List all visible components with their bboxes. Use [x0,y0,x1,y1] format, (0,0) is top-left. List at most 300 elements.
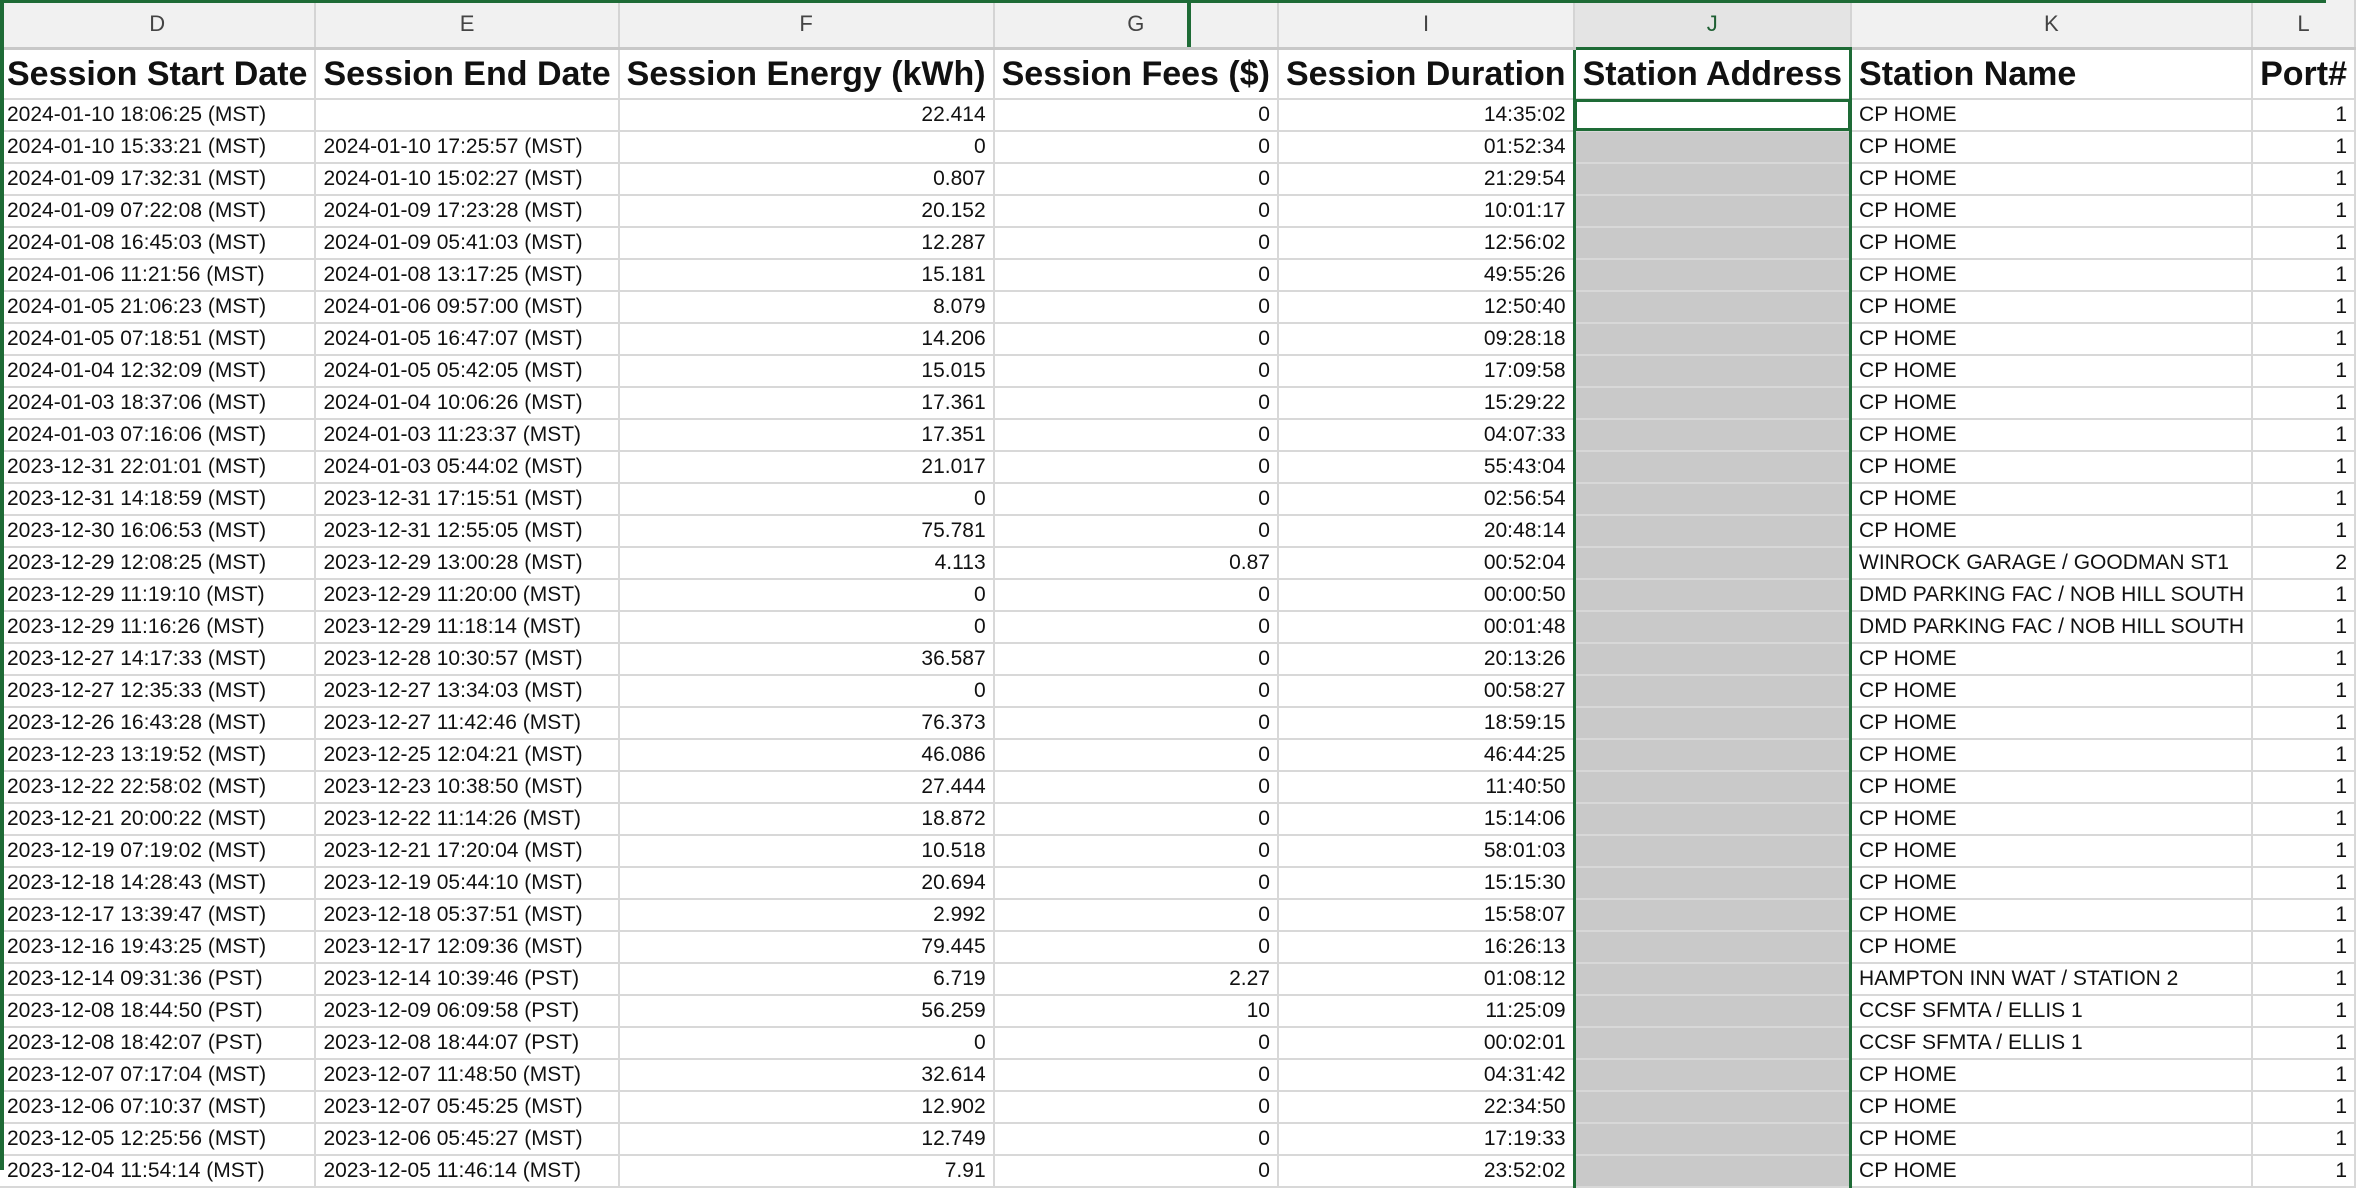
table-cell[interactable]: 2024-01-05 05:42:05 (MST) [315,355,618,387]
address-cell[interactable] [1574,227,1850,259]
column-letter-e[interactable]: E [315,0,618,49]
table-cell[interactable]: 15.181 [619,259,994,291]
table-cell[interactable]: 2024-01-10 15:33:21 (MST) [0,131,315,163]
table-cell[interactable]: DMD PARKING FAC / NOB HILL SOUTH [1851,579,2253,611]
table-cell[interactable]: 11:40:50 [1278,771,1574,803]
table-cell[interactable]: 21:29:54 [1278,163,1574,195]
table-cell[interactable]: 20:48:14 [1278,515,1574,547]
table-cell[interactable]: 0 [994,99,1278,131]
table-cell[interactable]: 0 [619,579,994,611]
table-cell[interactable]: CP HOME [1851,291,2253,323]
address-cell[interactable] [1574,1123,1850,1155]
table-cell[interactable]: 2024-01-06 11:21:56 (MST) [0,259,315,291]
table-cell[interactable]: 2023-12-27 13:34:03 (MST) [315,675,618,707]
table-cell[interactable]: 1 [2252,1027,2355,1059]
table-cell[interactable]: 2024-01-10 15:02:27 (MST) [315,163,618,195]
address-cell[interactable] [1574,99,1850,131]
table-cell[interactable]: CP HOME [1851,899,2253,931]
table-cell[interactable]: 56.259 [619,995,994,1027]
table-cell[interactable]: 0 [994,483,1278,515]
table-cell[interactable]: 2023-12-04 11:54:14 (MST) [0,1155,315,1187]
table-cell[interactable]: 2023-12-07 05:45:25 (MST) [315,1091,618,1123]
table-row [0,963,2355,995]
table-cell[interactable]: 1 [2252,195,2355,227]
table-cell[interactable]: 1 [2252,163,2355,195]
table-cell[interactable]: 1 [2252,899,2355,931]
table-cell[interactable]: DMD PARKING FAC / NOB HILL SOUTH [1851,611,2253,643]
table-cell[interactable]: 2023-12-29 11:20:00 (MST) [315,579,618,611]
table-cell[interactable]: 6.719 [619,963,994,995]
table-cell[interactable]: 2024-01-06 09:57:00 (MST) [315,291,618,323]
address-cell[interactable] [1574,579,1850,611]
table-cell[interactable]: 0 [994,1059,1278,1091]
table-cell[interactable]: 2023-12-25 12:04:21 (MST) [315,739,618,771]
table-cell[interactable]: CP HOME [1851,1091,2253,1123]
table-cell[interactable]: 1 [2252,579,2355,611]
table-cell[interactable]: 1 [2252,963,2355,995]
table-cell[interactable]: 2023-12-17 13:39:47 (MST) [0,899,315,931]
table-cell[interactable]: 2023-12-29 12:08:25 (MST) [0,547,315,579]
table-cell[interactable]: 0 [994,835,1278,867]
table-cell[interactable]: 2024-01-03 11:23:37 (MST) [315,419,618,451]
table-cell[interactable]: 17.361 [619,387,994,419]
table-cell[interactable]: 0 [994,1027,1278,1059]
table-cell[interactable]: 1 [2252,1155,2355,1187]
address-cell[interactable] [1574,739,1850,771]
table-cell[interactable]: 14.206 [619,323,994,355]
table-cell[interactable]: 2024-01-08 13:17:25 (MST) [315,259,618,291]
table-cell[interactable]: 2023-12-23 13:19:52 (MST) [0,739,315,771]
table-cell[interactable]: 2023-12-27 11:42:46 (MST) [315,707,618,739]
table-cell[interactable]: 0 [619,675,994,707]
table-cell[interactable]: CP HOME [1851,803,2253,835]
table-row [0,515,2355,547]
table-cell[interactable]: 2023-12-31 22:01:01 (MST) [0,451,315,483]
table-cell[interactable]: 0 [619,131,994,163]
address-cell[interactable] [1574,803,1850,835]
table-cell[interactable]: 0 [994,867,1278,899]
table-cell[interactable]: 75.781 [619,515,994,547]
table-cell[interactable]: 2024-01-10 18:06:25 (MST) [0,99,315,131]
table-cell[interactable]: 1 [2252,707,2355,739]
table-cell[interactable]: 2023-12-21 20:00:22 (MST) [0,803,315,835]
table-cell[interactable]: CP HOME [1851,387,2253,419]
table-cell[interactable]: 0 [619,1027,994,1059]
table-cell[interactable]: 0.87 [994,547,1278,579]
table-row [0,195,2355,227]
table-cell[interactable]: 0 [994,291,1278,323]
table-cell[interactable]: 2024-01-09 17:32:31 (MST) [0,163,315,195]
table-cell[interactable]: 20.152 [619,195,994,227]
table-cell[interactable]: 16:26:13 [1278,931,1574,963]
table-cell[interactable]: 0 [994,163,1278,195]
address-cell[interactable] [1574,1155,1850,1187]
table-cell[interactable]: 1 [2252,419,2355,451]
table-cell[interactable]: 1 [2252,1059,2355,1091]
table-cell[interactable]: 2024-01-05 07:18:51 (MST) [0,323,315,355]
table-cell[interactable]: 1 [2252,995,2355,1027]
table-cell[interactable]: 09:28:18 [1278,323,1574,355]
column-letter-f[interactable]: F [619,0,994,49]
table-cell[interactable]: 27.444 [619,771,994,803]
table-cell[interactable]: 1 [2252,483,2355,515]
table-cell[interactable]: 2023-12-07 07:17:04 (MST) [0,1059,315,1091]
column-letter-j[interactable]: J [1574,0,1850,49]
table-cell[interactable]: 04:31:42 [1278,1059,1574,1091]
table-cell[interactable]: 79.445 [619,931,994,963]
table-cell[interactable]: 00:02:01 [1278,1027,1574,1059]
table-cell[interactable]: 2023-12-14 09:31:36 (PST) [0,963,315,995]
table-cell[interactable]: 2023-12-08 18:42:07 (PST) [0,1027,315,1059]
table-cell[interactable]: 0 [994,739,1278,771]
table-cell[interactable]: 0.807 [619,163,994,195]
table-cell[interactable]: CP HOME [1851,675,2253,707]
table-cell[interactable]: CP HOME [1851,707,2253,739]
table-row [0,1091,2355,1123]
table-cell[interactable]: 0 [994,387,1278,419]
table-cell[interactable]: 4.113 [619,547,994,579]
table-cell[interactable]: 1 [2252,643,2355,675]
table-cell[interactable]: CP HOME [1851,483,2253,515]
table-row [0,579,2355,611]
table-cell[interactable]: 2023-12-05 12:25:56 (MST) [0,1123,315,1155]
header-cell[interactable]: Station Address [1574,49,1850,100]
table-cell[interactable]: 01:52:34 [1278,131,1574,163]
table-row [0,259,2355,291]
table-cell[interactable]: 10:01:17 [1278,195,1574,227]
table-cell[interactable]: CP HOME [1851,1123,2253,1155]
table-cell[interactable]: 2023-12-08 18:44:50 (PST) [0,995,315,1027]
table-cell[interactable]: CP HOME [1851,1155,2253,1187]
table-cell[interactable]: CP HOME [1851,259,2253,291]
table-cell[interactable]: 2023-12-31 17:15:51 (MST) [315,483,618,515]
table-cell[interactable]: 46:44:25 [1278,739,1574,771]
table-cell[interactable]: 2023-12-19 05:44:10 (MST) [315,867,618,899]
table-cell[interactable]: 2024-01-09 07:22:08 (MST) [0,195,315,227]
table-cell[interactable]: 0 [994,227,1278,259]
table-cell[interactable]: 0 [994,515,1278,547]
header-cell[interactable]: Session Duration [1278,49,1574,100]
table-cell[interactable]: 22.414 [619,99,994,131]
table-cell[interactable]: 0 [994,675,1278,707]
table-cell[interactable]: CP HOME [1851,163,2253,195]
table-cell[interactable]: 2024-01-10 17:25:57 (MST) [315,131,618,163]
table-cell[interactable]: 8.079 [619,291,994,323]
table-row [0,995,2355,1027]
table-cell[interactable]: 49:55:26 [1278,259,1574,291]
table-cell[interactable]: 15:58:07 [1278,899,1574,931]
table-cell[interactable]: 1 [2252,99,2355,131]
table-cell[interactable]: 21.017 [619,451,994,483]
address-cell[interactable] [1574,515,1850,547]
table-cell[interactable]: 22:34:50 [1278,1091,1574,1123]
table-cell[interactable]: 00:58:27 [1278,675,1574,707]
column-letter-g[interactable]: G [994,0,1278,49]
table-cell[interactable]: 2023-12-18 14:28:43 (MST) [0,867,315,899]
table-cell[interactable]: CP HOME [1851,867,2253,899]
table-cell[interactable]: 23:52:02 [1278,1155,1574,1187]
address-cell[interactable] [1574,259,1850,291]
address-cell[interactable] [1574,963,1850,995]
table-cell[interactable]: 76.373 [619,707,994,739]
table-cell[interactable]: 1 [2252,771,2355,803]
table-cell[interactable]: 18.872 [619,803,994,835]
table-cell[interactable]: 2023-12-07 11:48:50 (MST) [315,1059,618,1091]
table-cell[interactable]: 2024-01-09 17:23:28 (MST) [315,195,618,227]
table-cell[interactable]: 1 [2252,451,2355,483]
table-cell[interactable]: 2024-01-04 10:06:26 (MST) [315,387,618,419]
table-cell[interactable]: 2023-12-29 11:19:10 (MST) [0,579,315,611]
table-cell[interactable]: 0 [994,1091,1278,1123]
address-cell[interactable] [1574,835,1850,867]
address-cell[interactable] [1574,707,1850,739]
table-cell[interactable]: 1 [2252,259,2355,291]
address-cell[interactable] [1574,771,1850,803]
table-cell[interactable]: 2024-01-05 16:47:07 (MST) [315,323,618,355]
header-cell[interactable]: Station Name [1851,49,2253,100]
table-cell[interactable]: 1 [2252,1091,2355,1123]
table-cell[interactable]: 36.587 [619,643,994,675]
table-cell[interactable]: CP HOME [1851,643,2253,675]
address-cell[interactable] [1574,163,1850,195]
table-cell[interactable]: 15.015 [619,355,994,387]
table-cell[interactable]: WINROCK GARAGE / GOODMAN ST1 [1851,547,2253,579]
table-cell[interactable]: CP HOME [1851,515,2253,547]
table-cell[interactable]: 2023-12-26 16:43:28 (MST) [0,707,315,739]
table-cell[interactable]: 2023-12-30 16:06:53 (MST) [0,515,315,547]
column-letter-l[interactable]: L [2252,0,2355,49]
table-cell[interactable]: CCSF SFMTA / ELLIS 1 [1851,995,2253,1027]
table-cell[interactable]: 11:25:09 [1278,995,1574,1027]
table-cell[interactable]: 1 [2252,803,2355,835]
table-cell[interactable]: 0 [994,579,1278,611]
table-cell[interactable]: 0 [619,483,994,515]
table-cell[interactable]: 2024-01-05 21:06:23 (MST) [0,291,315,323]
table-cell[interactable]: 1 [2252,355,2355,387]
table-cell[interactable]: 1 [2252,323,2355,355]
table-row [0,835,2355,867]
table-cell[interactable]: 2023-12-23 10:38:50 (MST) [315,771,618,803]
table-cell[interactable]: 2023-12-06 05:45:27 (MST) [315,1123,618,1155]
table-cell[interactable]: 2023-12-22 11:14:26 (MST) [315,803,618,835]
table-cell[interactable]: CP HOME [1851,835,2253,867]
table-cell[interactable]: 01:08:12 [1278,963,1574,995]
table-cell[interactable]: CP HOME [1851,931,2253,963]
address-cell[interactable] [1574,1091,1850,1123]
header-cell[interactable]: Port# [2252,49,2355,100]
address-cell[interactable] [1574,419,1850,451]
address-cell[interactable] [1574,323,1850,355]
table-cell[interactable]: 2023-12-16 19:43:25 (MST) [0,931,315,963]
address-cell[interactable] [1574,1059,1850,1091]
table-cell[interactable] [315,99,618,131]
table-cell[interactable]: 2023-12-29 11:18:14 (MST) [315,611,618,643]
table-cell[interactable]: 00:00:50 [1278,579,1574,611]
table-cell[interactable]: 2023-12-27 14:17:33 (MST) [0,643,315,675]
address-cell[interactable] [1574,131,1850,163]
table-cell[interactable]: 12.749 [619,1123,994,1155]
table-cell[interactable]: 0 [994,419,1278,451]
table-cell[interactable]: 10 [994,995,1278,1027]
table-cell[interactable]: 0 [994,1155,1278,1187]
table-cell[interactable]: 58:01:03 [1278,835,1574,867]
table-cell[interactable]: HAMPTON INN WAT / STATION 2 [1851,963,2253,995]
table-cell[interactable]: 2023-12-06 07:10:37 (MST) [0,1091,315,1123]
table-cell[interactable]: 0 [994,899,1278,931]
table-cell[interactable]: 2023-12-29 11:16:26 (MST) [0,611,315,643]
table-cell[interactable]: 2023-12-22 22:58:02 (MST) [0,771,315,803]
table-row [0,611,2355,643]
table-cell[interactable]: 2023-12-31 12:55:05 (MST) [315,515,618,547]
table-cell[interactable]: 12.902 [619,1091,994,1123]
table-cell[interactable]: 12:50:40 [1278,291,1574,323]
table-cell[interactable]: 2023-12-17 12:09:36 (MST) [315,931,618,963]
table-cell[interactable]: CCSF SFMTA / ELLIS 1 [1851,1027,2253,1059]
table-cell[interactable]: 0 [994,259,1278,291]
table-cell[interactable]: 1 [2252,131,2355,163]
column-letter-d[interactable]: D [0,0,315,49]
address-cell[interactable] [1574,899,1850,931]
table-cell[interactable]: 1 [2252,227,2355,259]
column-letter-i[interactable]: I [1278,0,1574,49]
address-cell[interactable] [1574,1027,1850,1059]
table-cell[interactable]: 55:43:04 [1278,451,1574,483]
table-cell[interactable]: 0 [994,931,1278,963]
table-cell[interactable]: 1 [2252,387,2355,419]
table-cell[interactable]: 32.614 [619,1059,994,1091]
table-cell[interactable]: 2024-01-03 05:44:02 (MST) [315,451,618,483]
table-cell[interactable]: 0 [994,707,1278,739]
table-row [0,227,2355,259]
table-cell[interactable]: 12.287 [619,227,994,259]
selection-left-edge [0,0,4,1170]
table-cell[interactable]: 18:59:15 [1278,707,1574,739]
table-cell[interactable]: 17.351 [619,419,994,451]
header-cell[interactable]: Session End Date [315,49,618,100]
table-cell[interactable]: 0 [994,1123,1278,1155]
table-cell[interactable]: CP HOME [1851,195,2253,227]
table-cell[interactable]: 2024-01-03 07:16:06 (MST) [0,419,315,451]
table-cell[interactable]: 1 [2252,835,2355,867]
table-cell[interactable]: 12:56:02 [1278,227,1574,259]
address-cell[interactable] [1574,995,1850,1027]
table-cell[interactable]: 2023-12-27 12:35:33 (MST) [0,675,315,707]
table-cell[interactable]: 1 [2252,867,2355,899]
table-cell[interactable]: 1 [2252,675,2355,707]
address-cell[interactable] [1574,291,1850,323]
address-cell[interactable] [1574,643,1850,675]
table-cell[interactable]: 2023-12-31 14:18:59 (MST) [0,483,315,515]
table-cell[interactable]: CP HOME [1851,131,2253,163]
column-letter-k[interactable]: K [1851,0,2253,49]
table-cell[interactable]: 1 [2252,739,2355,771]
table-cell[interactable]: 2024-01-04 12:32:09 (MST) [0,355,315,387]
table-cell[interactable]: 00:52:04 [1278,547,1574,579]
table-cell[interactable]: CP HOME [1851,227,2253,259]
table-cell[interactable]: CP HOME [1851,451,2253,483]
table-cell[interactable]: 2023-12-28 10:30:57 (MST) [315,643,618,675]
table-cell[interactable]: 2023-12-08 18:44:07 (PST) [315,1027,618,1059]
table-cell[interactable]: 46.086 [619,739,994,771]
table-cell[interactable]: 7.91 [619,1155,994,1187]
table-cell[interactable]: CP HOME [1851,355,2253,387]
table-cell[interactable]: 02:56:54 [1278,483,1574,515]
table-cell[interactable]: CP HOME [1851,323,2253,355]
table-cell[interactable]: 2023-12-14 10:39:46 (PST) [315,963,618,995]
table-cell[interactable]: 0 [994,323,1278,355]
table-cell[interactable]: 0 [994,131,1278,163]
address-cell[interactable] [1574,195,1850,227]
table-cell[interactable]: 0 [994,643,1278,675]
table-cell[interactable]: 2023-12-05 11:46:14 (MST) [315,1155,618,1187]
table-cell[interactable]: 2 [2252,547,2355,579]
table-cell[interactable]: 1 [2252,291,2355,323]
address-cell[interactable] [1574,611,1850,643]
table-cell[interactable]: CP HOME [1851,771,2253,803]
table-cell[interactable]: 04:07:33 [1278,419,1574,451]
table-cell[interactable]: 1 [2252,515,2355,547]
table-cell[interactable]: CP HOME [1851,739,2253,771]
table-cell[interactable]: 2.992 [619,899,994,931]
address-cell[interactable] [1574,867,1850,899]
table-cell[interactable]: 0 [994,451,1278,483]
table-cell[interactable]: 0 [994,771,1278,803]
table-cell[interactable]: 15:29:22 [1278,387,1574,419]
table-cell[interactable]: 1 [2252,1123,2355,1155]
table-cell[interactable]: 0 [994,355,1278,387]
table-cell[interactable]: 2024-01-09 05:41:03 (MST) [315,227,618,259]
table-cell[interactable]: 2023-12-29 13:00:28 (MST) [315,547,618,579]
address-cell[interactable] [1574,547,1850,579]
table-cell[interactable]: 20:13:26 [1278,643,1574,675]
table-cell[interactable]: 1 [2252,611,2355,643]
address-cell[interactable] [1574,451,1850,483]
address-cell[interactable] [1574,387,1850,419]
table-cell[interactable]: 15:14:06 [1278,803,1574,835]
table-cell[interactable]: 2024-01-03 18:37:06 (MST) [0,387,315,419]
address-cell[interactable] [1574,483,1850,515]
table-cell[interactable]: 0 [994,195,1278,227]
header-cell[interactable]: Session Start Date [0,49,315,100]
table-cell[interactable]: 00:01:48 [1278,611,1574,643]
table-cell[interactable]: 2023-12-09 06:09:58 (PST) [315,995,618,1027]
table-cell[interactable]: 2024-01-08 16:45:03 (MST) [0,227,315,259]
table-cell[interactable]: 2023-12-19 07:19:02 (MST) [0,835,315,867]
table-cell[interactable]: CP HOME [1851,419,2253,451]
header-cell[interactable]: Session Energy (kWh) [619,49,994,100]
table-cell[interactable]: 2.27 [994,963,1278,995]
table-cell[interactable]: 20.694 [619,867,994,899]
table-cell[interactable]: CP HOME [1851,1059,2253,1091]
table-cell[interactable]: 2023-12-18 05:37:51 (MST) [315,899,618,931]
table-cell[interactable]: 10.518 [619,835,994,867]
address-cell[interactable] [1574,355,1850,387]
table-cell[interactable]: 17:09:58 [1278,355,1574,387]
address-cell[interactable] [1574,675,1850,707]
table-cell[interactable]: 15:15:30 [1278,867,1574,899]
table-cell[interactable]: 17:19:33 [1278,1123,1574,1155]
table-cell[interactable]: 1 [2252,931,2355,963]
table-cell[interactable]: 0 [994,803,1278,835]
table-cell[interactable]: 0 [619,611,994,643]
header-cell[interactable]: Session Fees ($) [994,49,1278,100]
table-cell[interactable]: 14:35:02 [1278,99,1574,131]
table-cell[interactable]: 2023-12-21 17:20:04 (MST) [315,835,618,867]
table-cell[interactable]: CP HOME [1851,99,2253,131]
table-cell[interactable]: 0 [994,611,1278,643]
table-row [0,483,2355,515]
address-cell[interactable] [1574,931,1850,963]
